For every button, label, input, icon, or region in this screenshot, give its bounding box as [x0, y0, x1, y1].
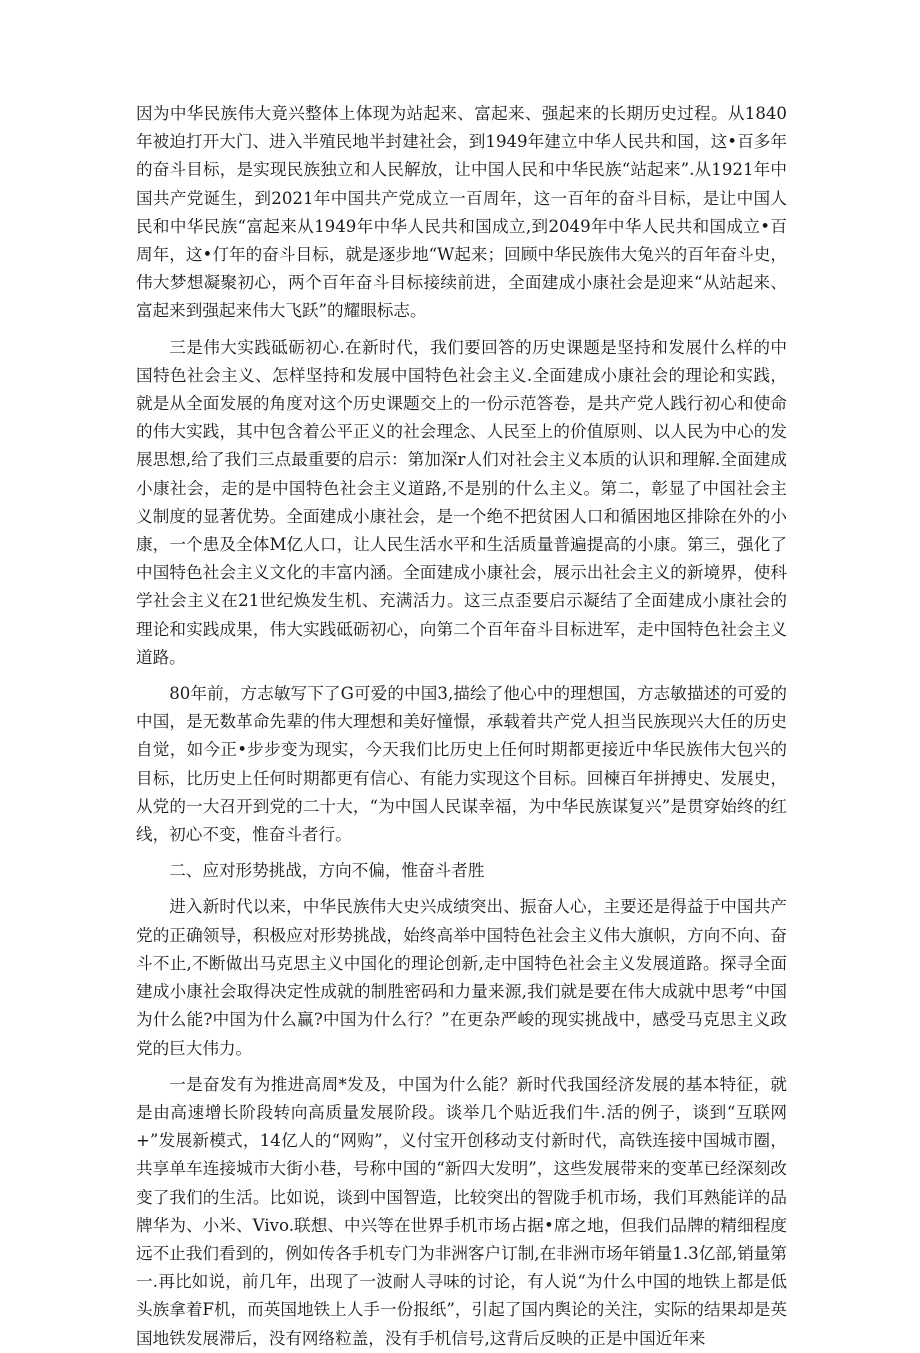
paragraph-2: 三是伟大实践砥砺初心.在新时代，我们要回答的历史课题是坚持和发展什么样的中国特色社会主义、怎样坚持和发展中国特色社会主义.全面建成小康社会的理论和实践，就是从全面发展的角度对这个历史课题交上的一份示范答卷，是共产党人践行初心和使命的伟大实践，其中包含着公平正义的社会理念、人民至上的价值原则、以人民为中心的发展思想,给了我们三点最重要的启示：第加深r人们对社会主义本质的认识和理解.全面建成小康社会，走的是中国特色社会主义道路,不是别的什么主义。第二，彰显了中国社会主义制度的显著优势。全面建成小康社会，是一个绝不把贫困人口和循困地区排除在外的小康，一个患及全体M亿人口，让人民生活水平和生活质量普遍提高的小康。第三，强化了中国特色社会主义文化的丰富内涵。全面建成小康社会，展示出社会主义的新境界，使科学社会主义在21世纪焕发生机、充满活力。这三点歪要启示凝结了全面建成小康社会的理论和实践成果，伟大实践砥砺初心，向第二个百年奋斗目标进军，走中国特色社会主义道路。: [136, 337, 787, 667]
paragraph-1: 因为中华民族伟大竟兴整体上体现为站起来、富起来、强起来的长期历史过程。从1840年被迫打开大门、进入半殖民地半封建社会，到1949年建立中华人民共和国，这•百多年的奋斗目标，是实现民族独立和人民解放，让中国人民和中华民族“站起来”.从1921年中国共产党诞生，到2021年中国共产党成立一百周年，这一百年的奋斗目标，是让中国人民和中华民族“富起来从1949年中华人民共和国成立,到2049年中华人民共和国成立•百周年，这•仃年的奋斗目标，就是逐步地“W起来；回顾中华民族伟大兔兴的百年奋斗史，伟大梦想凝聚初心，两个百年奋斗目标接续前进，全面建成小康社会是迎来“从站起来、富起来到强起来伟大飞跃”的耀眼标志。: [136, 104, 787, 321]
paragraph-3: 80年前，方志敏写下了G可爱的中国3,描绘了他心中的理想国，方志敏描述的可爱的中国，是无数革命先辈的伟大理想和美好憧憬，承载着共产党人担当民族现兴大任的历史自觉，如今正•步步变为现实，今天我们比历史上任何时期都更接近中华民族伟大包兴的目标，比历史上任何时期都更有信心、有能力实现这个目标。回楝百年拼搏史、发展史，从党的一大召开到党的二十大，“为中国人民谋幸福，为中华民族谋复兴”是贯穿始终的红线，初心不变，惟奋斗者行。: [136, 684, 787, 845]
document-body: [136, 100, 787, 1353]
paragraph-5: 一是奋发有为推进高周*发及，中国为什么能？新时代我国经济发展的基本特征，就是由高速增长阶段转向高质量发展阶段。谈举几个贴近我们牛.活的例子，谈到“互联网+”发展新模式，14亿人的“网购”，义付宝开创移动支付新时代，高铁连接中国城市圈，共享单车连接城市大街小巷，号称中国的“新四大发明”，这些发展带来的变革已经深刻改变了我们的生活。比如说，谈到中国智造，比较突出的智陇手机市场，我们耳熟能详的品牌华为、小米、Vivo.联想、中兴等在世界手机市场占据•席之地，但我们品牌的精细程度远不止我们看到的，例如传各手机专门为非洲客户订制,在非洲市场年销量1.3亿部,销量第一.再比如说，前几年，出现了一波耐人寻味的讨论，有人说“为什么中国的地铁上都是低头族拿着F机，而英国地铁上人手一份报纸”，引起了国内舆论的关注，实际的结果却是英国地铁发展滞后，没有网络粒盖，没有手机信号,这背后反映的正是中国近年来: [136, 1074, 787, 1348]
paragraph-4: 进入新时代以来，中华民族伟大史兴成绩突出、振奋人心，主要还是得益于中国共产党的正确领导，积极应对形势挑战，始终高举中国特色社会主义伟大旗帜，方向不向、奋斗不止,不断做出马克思主义中国化的理论创新,走中国特色社会主义发展道路。探寻全面建成小康社会取得决定性成就的制胜密码和力量来源,我们就是要在伟大成就中思考“中国为什么能?中国为什么赢?中国为什么行？”在更杂严峻的现实挑战中，感受马克思主义政党的巨大伟力。: [136, 897, 787, 1058]
section-heading: 二、应对形势挑战，方向不偏，惟奋斗者胜: [169, 861, 485, 881]
